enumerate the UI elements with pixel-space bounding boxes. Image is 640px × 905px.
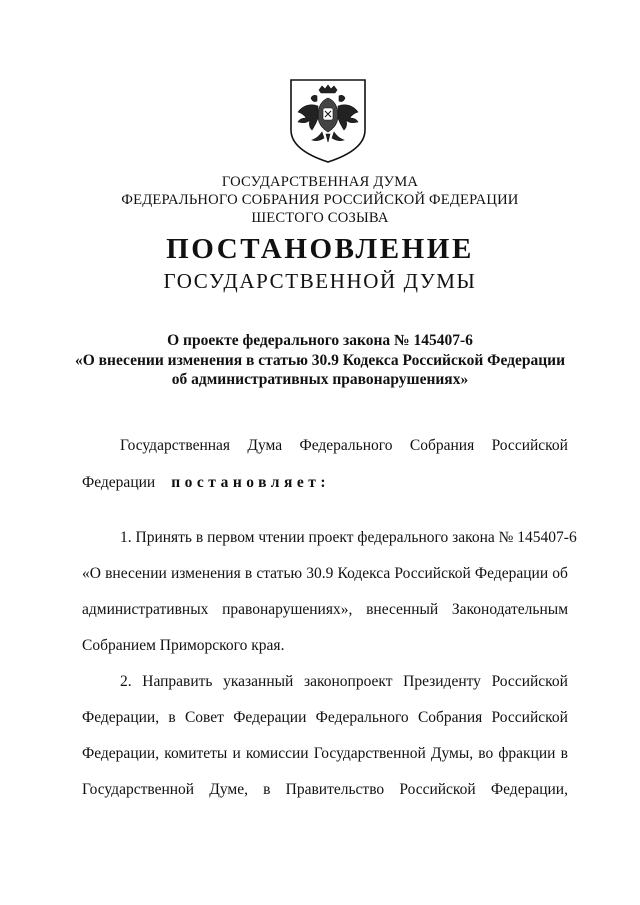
- word: фракции: [498, 745, 556, 762]
- body-line: [82, 780, 568, 800]
- body-line: [82, 564, 568, 584]
- body-line: [82, 473, 568, 493]
- word: статью: [256, 565, 303, 582]
- coat-of-arms-icon: [289, 78, 367, 164]
- word: Российской: [491, 437, 568, 454]
- word: Российской: [491, 673, 568, 690]
- header-line-2: ФЕДЕРАЛЬНОГО СОБРАНИЯ РОССИЙСКОЙ ФЕДЕРАЦИИ: [121, 192, 519, 208]
- subject-line-1: О проекте федерального закона № 145407-6: [167, 332, 473, 349]
- word: правонарушениях»,: [222, 601, 353, 618]
- word: Правительство: [285, 781, 385, 798]
- word: указанный: [223, 673, 294, 690]
- word: Российской: [491, 709, 568, 726]
- resolution-verb: постановляет:: [171, 474, 331, 491]
- document-title: ПОСТАНОВЛЕНИЕ: [166, 233, 474, 265]
- word: административных: [82, 601, 209, 618]
- word: Российской: [394, 565, 471, 582]
- document-subtitle: ГОСУДАРСТВЕННОЙ ДУМЫ: [163, 269, 477, 293]
- word: изменения: [170, 565, 241, 582]
- word: Думе,: [209, 781, 248, 798]
- word: Российской: [399, 781, 476, 798]
- word: законопроект: [303, 673, 393, 690]
- word: Направить: [142, 673, 213, 690]
- word: внесенный: [366, 601, 439, 618]
- body-line: [82, 600, 568, 620]
- word: Собрания: [409, 437, 475, 454]
- word: Дума: [247, 437, 283, 454]
- word: в: [560, 745, 568, 762]
- word: внесении: [105, 565, 167, 582]
- word: Совет: [184, 709, 224, 726]
- line-text: Собранием Приморского края.: [82, 637, 285, 654]
- word: 30.9: [306, 565, 334, 582]
- word: Федерации: [233, 709, 307, 726]
- word: «О: [82, 565, 101, 582]
- word: Государственная: [120, 437, 231, 454]
- word: Федерации: [82, 474, 156, 491]
- word: Государственной: [313, 745, 426, 762]
- word: Федерации,: [82, 709, 160, 726]
- body-line: [120, 436, 568, 456]
- body-line: [82, 708, 568, 728]
- word: Федерального: [315, 709, 409, 726]
- subject-line-2: «О внесении изменения в статью 30.9 Кодекса Российской Федерации: [75, 351, 565, 369]
- word: в: [263, 781, 271, 798]
- header-line-3: ШЕСТОГО СОЗЫВА: [251, 210, 389, 226]
- word: Федерального: [299, 437, 393, 454]
- word: Федерации,: [82, 745, 160, 762]
- word: Государственной: [82, 781, 195, 798]
- word: и: [232, 745, 241, 762]
- body-line: [82, 744, 568, 764]
- word: Законодательным: [451, 601, 568, 618]
- body-line: [120, 528, 577, 548]
- header-line-1: ГОСУДАРСТВЕННАЯ ДУМА: [221, 174, 419, 190]
- word: Федерации,: [490, 781, 568, 798]
- word: Президенту: [403, 673, 481, 690]
- word: комитеты: [164, 745, 228, 762]
- line-text: 1. Принять в первом чтении проект федерального закона № 145407-6: [120, 529, 577, 546]
- word: комиссии: [245, 745, 309, 762]
- document-subject: [60, 331, 580, 390]
- body-line: [120, 672, 568, 692]
- word: Кодекса: [337, 565, 391, 582]
- subject-line-3: об административных правонарушениях»: [171, 371, 469, 388]
- word: в: [168, 709, 176, 726]
- word: Федерации: [474, 565, 549, 582]
- word: Думы,: [430, 745, 474, 762]
- word: Собрания: [417, 709, 483, 726]
- word: об: [552, 565, 568, 582]
- word: 2.: [120, 673, 132, 690]
- body-line: [82, 636, 568, 656]
- word: во: [478, 745, 494, 762]
- word: в: [244, 565, 253, 582]
